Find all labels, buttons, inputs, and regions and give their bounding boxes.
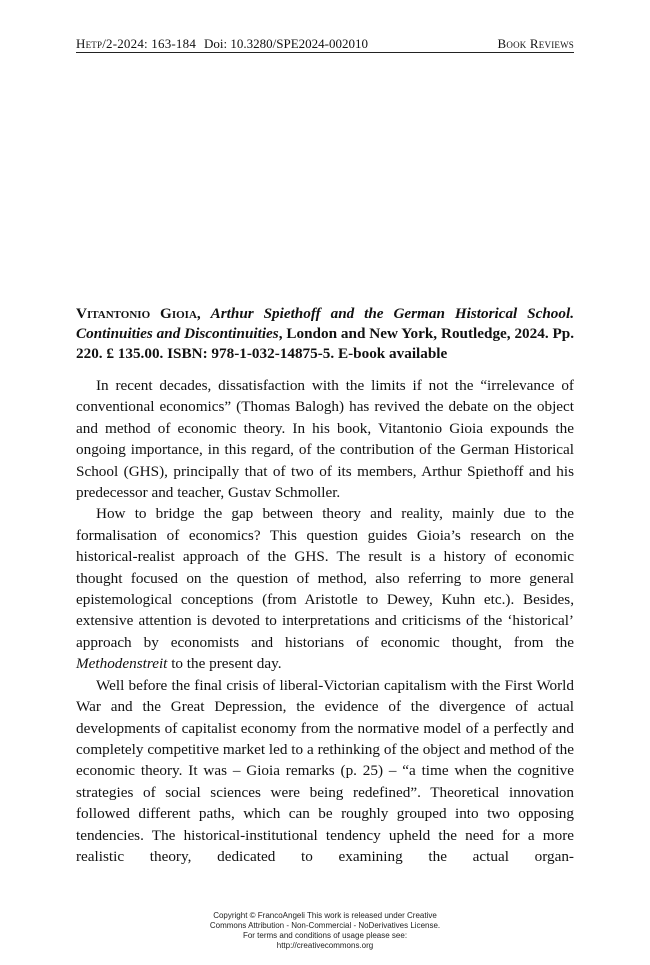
paragraph-3: Well before the final crisis of liberal-Victorian capitalism with the First World War and the Great Depression, the evidence of the divergence of actual developments of capitalist economy from the normative model of a perfectly and completely competitive market led to a rethinking of the object and method of the economic theory. It was – Gioia remarks (p. 25) – “a time when the cognitive strategies of social sciences were being redefined”. Theoretical innovation followed different paths, which can be roughly grouped into two opposing tendencies. The historical-institutional tendency upheld the need for a more realistic theory, dedicated to examining the actual organ-: [76, 676, 574, 865]
review-heading: Vitantonio Gioia, Arthur Spiethoff and the German Historical School. Continuities and Discontinuities, London and New York, Routledge, 2024. Pp. 220. £ 135.00. ISBN: 978-1-032-14875-5. E-book available: [76, 305, 575, 362]
review-body: [76, 375, 574, 867]
book-title-part2: Continuities and Discontinuities: [76, 325, 279, 342]
paragraph-2: [76, 503, 574, 674]
paragraph-2-emphasis: Methodenstreit: [76, 655, 168, 673]
book-title-part1: Arthur Spiethoff and the German Historical School.: [210, 305, 574, 322]
license-footer: [0, 911, 650, 951]
journal-citation: Hetp/2-2024: 163-184: [76, 36, 197, 51]
footer-line-4: http://creativecommons.org: [276, 941, 374, 950]
running-header: [76, 30, 574, 53]
publication-details: , London and New York, Routledge, 2024. Pp. 220. £ 135.00. ISBN: 978-1-032-14875-5. E-book available: [76, 325, 575, 362]
doi-text: Doi: 10.3280/SPE2024-002010: [204, 36, 368, 51]
footer-line-1: Copyright © FrancoAngeli This work is released under Creative: [213, 911, 437, 920]
paragraph-2-text-b: to the present day.: [167, 655, 282, 673]
footer-line-2: Commons Attribution - Non-Commercial - NoDerivatives License.: [209, 921, 441, 930]
paragraph-2-text-a: How to bridge the gap between theory and reality, mainly due to the formalisation of economics? This question guides Gioia’s research on the historical-realist approach of the GHS. The result is a history of economic thought focused on the question of method, also referring to more general epistemological conceptions (from Aristotle to Dewey, Kuhn etc.). Besides, extensive attention is devoted to interpretations and criticisms of the ‘historical’ approach by economists and historians of economic thought, from the: [76, 505, 574, 651]
header-left: [76, 36, 376, 52]
paragraph-1: In recent decades, dissatisfaction with the limits if not the “irrelevance of conventional economics” (Thomas Balogh) has revived the debate on the object and method of economic theory. In his book, Vitantonio Gioia expounds the ongoing importance, in this regard, of the contribution of the German Historical School (GHS), principally that of two of its members, Arthur Spiethoff and his predecessor and teacher, Gustav Schmoller.: [76, 377, 574, 502]
reviewed-author: Vitantonio Gioia: [76, 305, 197, 322]
footer-line-3: For terms and conditions of usage please see:: [242, 931, 408, 940]
section-title: Book Reviews: [497, 36, 574, 51]
